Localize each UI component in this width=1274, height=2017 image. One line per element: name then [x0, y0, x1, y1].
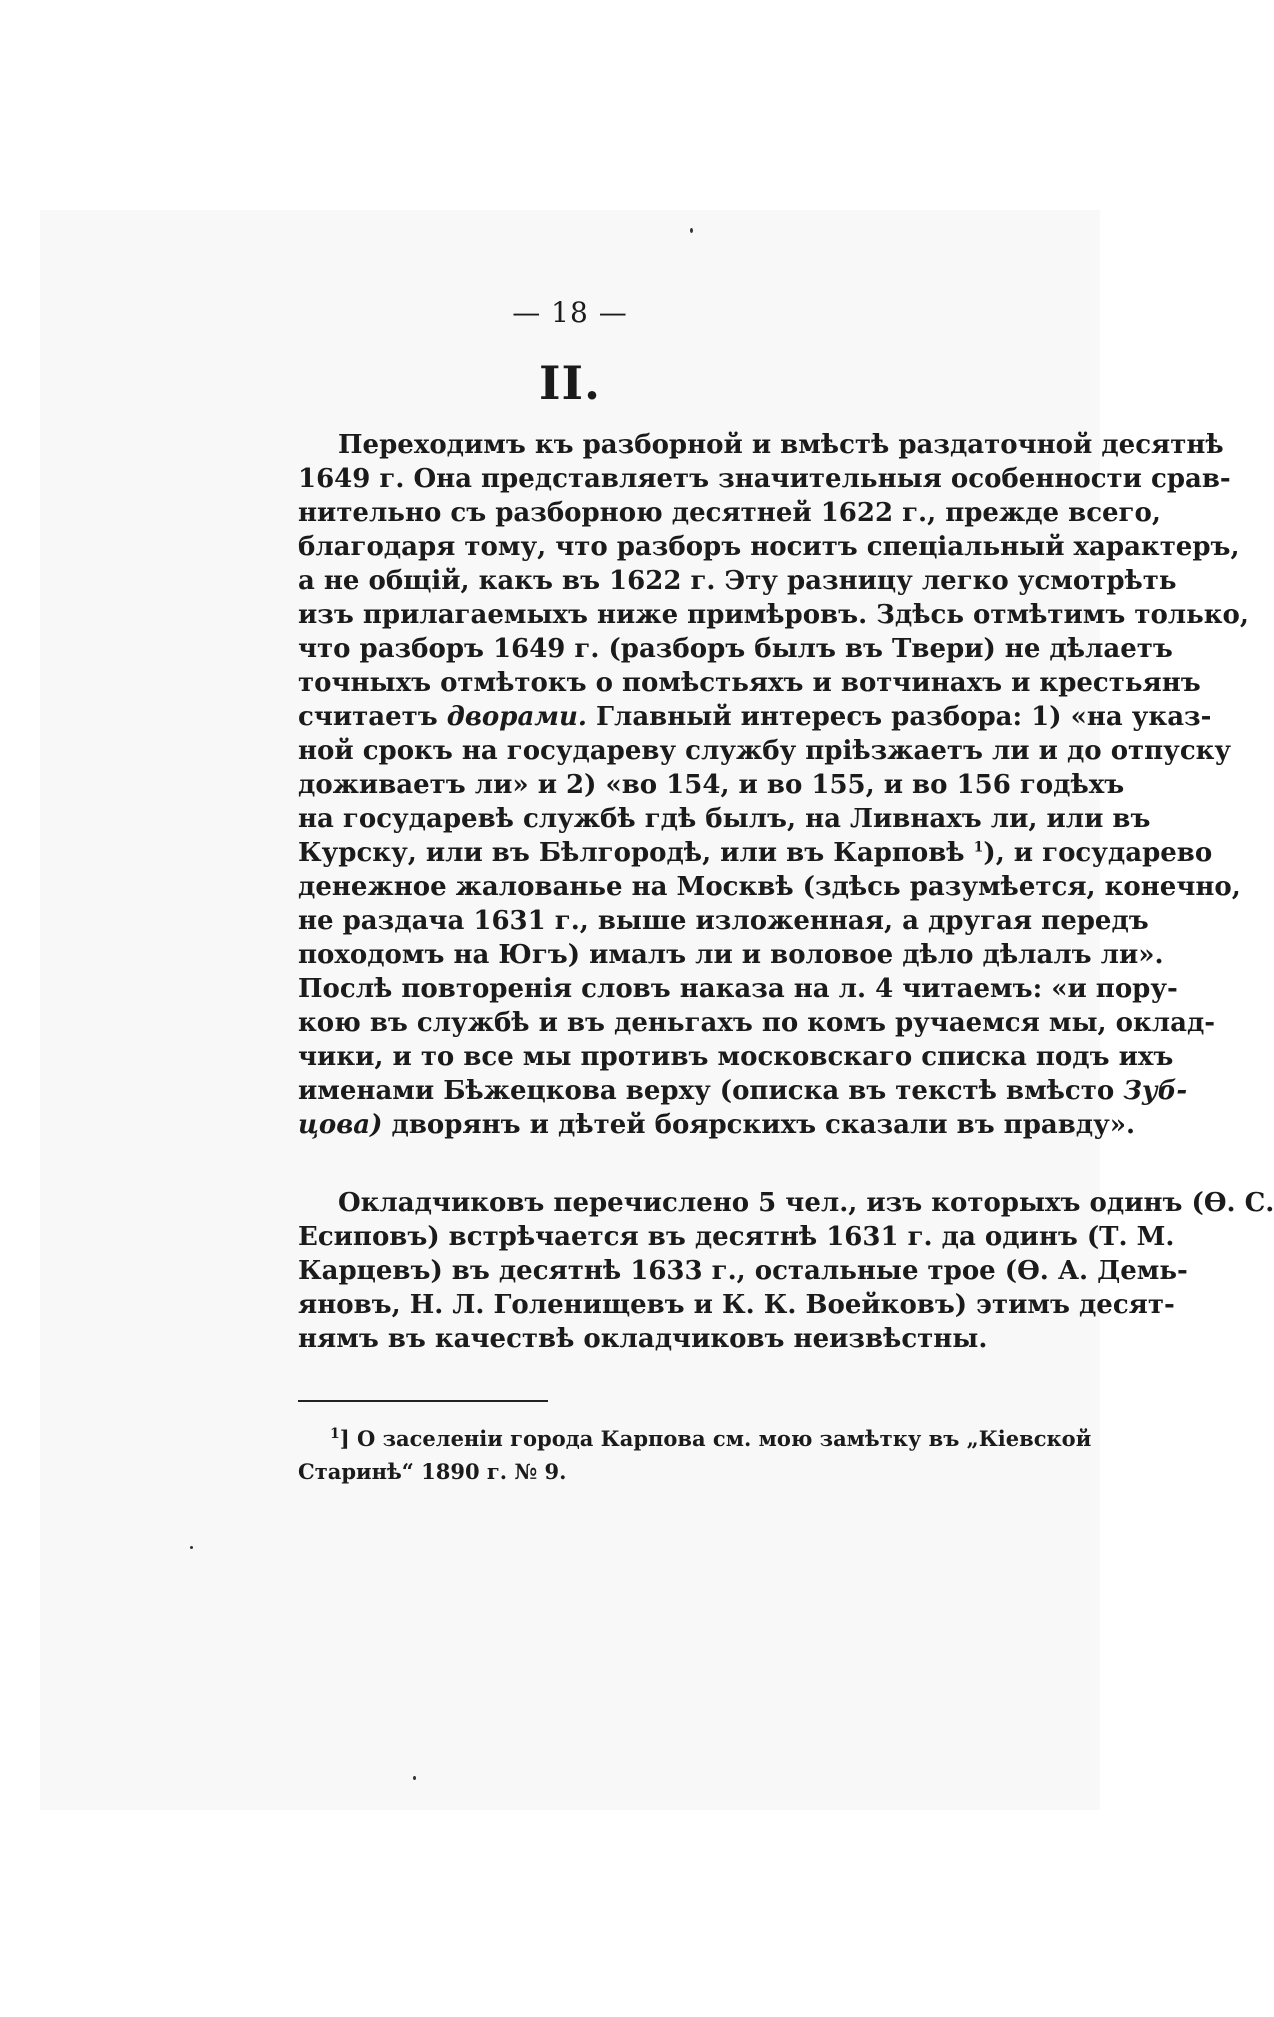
italic-term: цова) — [298, 1110, 383, 1140]
text-line: точныхъ отмѣтокъ о помѣстьяхъ и вотчинахъ и крестьянъ — [298, 668, 1201, 698]
text-line: нительно съ разборною десятней 1622 г., прежде всего, — [298, 498, 1161, 528]
text-fragment: Курску, или въ Бѣлгородѣ, или въ Карповѣ — [298, 838, 965, 868]
text-line: денежное жалованье на Москвѣ (здѣсь разумѣется, конечно, — [298, 872, 1241, 902]
footnote-reference: 1 — [973, 839, 984, 856]
text-fragment: именами Бѣжецкова верху (описка въ текстѣ вмѣсто — [298, 1076, 1115, 1106]
text-fragment: считаетъ — [298, 702, 438, 732]
text-line: Окладчиковъ перечислено 5 чел., изъ которыхъ одинъ (Ѳ. С. — [338, 1188, 1274, 1218]
text-fragment: ), и государево — [983, 838, 1213, 868]
footnote-line: Старинѣ“ 1890 г. № 9. — [298, 1459, 567, 1484]
text-fragment: Главный интересъ разбора: 1) «на указ- — [596, 702, 1212, 732]
text-line: что разборъ 1649 г. (разборъ былъ въ Твери) не дѣлаетъ — [298, 634, 1173, 664]
footnote-divider — [298, 1400, 548, 1402]
text-line: не раздача 1631 г., выше изложенная, а другая передъ — [298, 906, 1149, 936]
text-line: Переходимъ къ разборной и вмѣстѣ раздаточной десятнѣ — [338, 430, 1224, 460]
text-fragment: дворянъ и дѣтей боярскихъ сказали въ правду». — [391, 1110, 1136, 1140]
text-line: Есиповъ) встрѣчается въ десятнѣ 1631 г. да одинъ (Т. М. — [298, 1222, 1175, 1252]
text-line — [298, 1074, 1188, 1108]
text-line: благодаря тому, что разборъ носитъ спеціальный характеръ, — [298, 532, 1240, 562]
scan-speck — [190, 1546, 193, 1549]
text-line: кою въ службѣ и въ деньгахъ по комъ ручаемся мы, оклад- — [298, 1008, 1216, 1038]
section-heading: II. — [538, 356, 602, 410]
text-fragment: ] О заселеніи города Карпова см. мою замѣтку въ „Кіевской — [339, 1426, 1092, 1451]
text-line: изъ прилагаемыхъ ниже примѣровъ. Здѣсь отмѣтимъ только, — [298, 600, 1249, 630]
text-line: на государевѣ службѣ гдѣ былъ, на Ливнахъ ли, или въ — [298, 804, 1151, 834]
text-line: а не общій, какъ въ 1622 г. Эту разницу легко усмотрѣть — [298, 566, 1177, 596]
text-line: Карцевъ) въ десятнѣ 1633 г., остальные трое (Ѳ. А. Демь- — [298, 1256, 1188, 1286]
text-line — [298, 1108, 1136, 1142]
footnote — [298, 1422, 1092, 1488]
paragraph-2 — [298, 1186, 1274, 1356]
text-line: 1649 г. Она представляетъ значительныя особенности срав- — [298, 464, 1231, 494]
text-line: чики, и то все мы противъ московскаго списка подъ ихъ — [298, 1042, 1174, 1072]
text-line: Послѣ повторенія словъ наказа на л. 4 читаемъ: «и пору- — [298, 974, 1178, 1004]
footnote-line — [330, 1422, 1092, 1455]
scan-speck — [413, 1776, 416, 1780]
paragraph-1 — [298, 428, 1249, 1142]
text-line: нямъ въ качествѣ окладчиковъ неизвѣстны. — [298, 1324, 988, 1354]
footnote-marker: 1 — [330, 1426, 340, 1442]
italic-term: дворами. — [446, 702, 587, 732]
italic-term: Зуб- — [1123, 1076, 1188, 1106]
page-number: — 18 — — [512, 296, 628, 329]
text-line: ной срокъ на государеву службу пріѣзжаетъ ли и до отпуску — [298, 736, 1232, 766]
text-line: доживаетъ ли» и 2) «во 154, и во 155, и во 156 годѣхъ — [298, 770, 1125, 800]
text-line — [298, 700, 1212, 734]
text-line: походомъ на Югъ) ималъ ли и воловое дѣло дѣлалъ ли». — [298, 940, 1164, 970]
scan-speck — [690, 228, 693, 233]
text-line: яновъ, Н. Л. Голенищевъ и К. К. Воейковъ) этимъ десят- — [298, 1290, 1175, 1320]
text-line — [298, 836, 1213, 870]
